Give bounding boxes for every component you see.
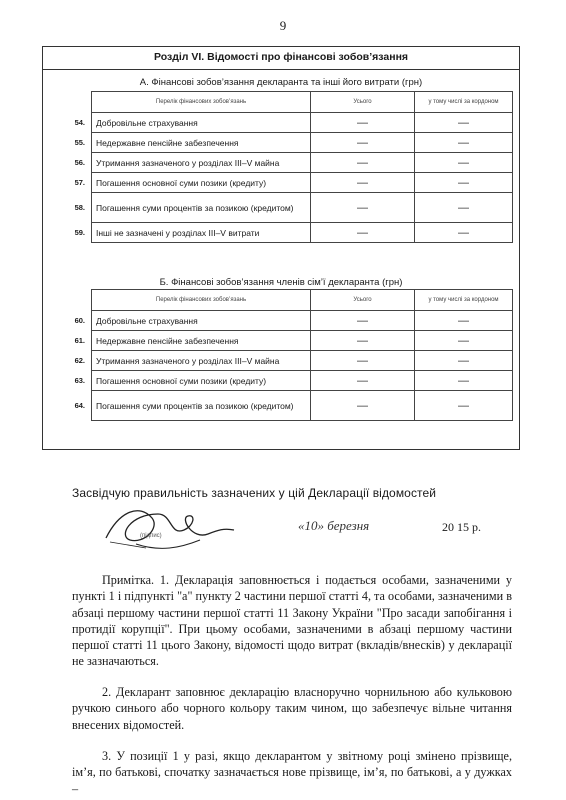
row-number: 64. — [74, 401, 85, 410]
row-total: — — [311, 113, 415, 133]
row-abroad: — — [415, 391, 513, 421]
row-label: Інші не зазначені у розділах III–V витрати — [92, 223, 311, 243]
note-2: 2. Декларант заповнює декларацію власноручно чорнильною або кульковою ручкою синього або чорного кольору таким чином, що забезпечує вільне читання внесених відомостей. — [72, 685, 512, 732]
row-abroad: — — [415, 113, 513, 133]
date-day-month: «10» березня — [298, 518, 370, 533]
row-abroad: — — [415, 173, 513, 193]
section-a-table — [63, 91, 513, 243]
header-abroad: у тому числі за кордоном — [415, 290, 513, 311]
header-obligations: Перелік фінансових зобов’язань — [92, 290, 311, 311]
row-number: 56. — [74, 158, 85, 167]
table-row — [63, 153, 513, 173]
row-number: 62. — [74, 356, 85, 365]
header-total: Усього — [311, 290, 415, 311]
table-row — [63, 371, 513, 391]
table-row — [63, 351, 513, 371]
row-total: — — [311, 223, 415, 243]
header-total: Усього — [311, 92, 415, 113]
row-number: 54. — [74, 118, 85, 127]
row-total: — — [311, 133, 415, 153]
row-abroad: — — [415, 153, 513, 173]
header-obligations: Перелік фінансових зобов’язань — [92, 92, 311, 113]
row-total: — — [311, 331, 415, 351]
row-number: 60. — [74, 316, 85, 325]
section-a-title: А. Фінансові зобов’язання декларанта та інші його витрати (грн) — [139, 77, 423, 88]
date-year: 20 15 р. — [442, 520, 481, 534]
certification-statement: Засвідчую правильність зазначених у цій Декларації відомостей — [72, 486, 437, 500]
row-number: 58. — [74, 203, 85, 212]
row-label: Утримання зазначеного у розділах III–V майна — [92, 351, 311, 371]
row-number: 55. — [74, 138, 85, 147]
note-1: Примітка. 1. Декларація заповнюється і подається особами, зазначеними у пункті 1 і підпункті "а" пункту 2 частини першої статті 4, та особами, зазначеними в абзаці першому частини першої статті 11 Закону України "Про засади запобігання і протидії корупції". При цьому особами, зазначеними в абзаці першому частини першої статті 11 цього Закону, відомості щодо витрат (вкладів/внесків) у декларації не зазначаються. — [72, 573, 512, 669]
row-label: Добровільне страхування — [92, 311, 311, 331]
row-abroad: — — [415, 223, 513, 243]
section-b-table — [63, 289, 513, 421]
row-total: — — [311, 391, 415, 421]
row-abroad: — — [415, 193, 513, 223]
table-row — [63, 193, 513, 223]
row-total: — — [311, 351, 415, 371]
row-total: — — [311, 371, 415, 391]
row-abroad: — — [415, 133, 513, 153]
table-header-row — [63, 92, 513, 113]
row-number: 59. — [74, 228, 85, 237]
page-number: 9 — [279, 18, 287, 33]
row-label: Погашення основної суми позики (кредиту) — [92, 173, 311, 193]
table-row — [63, 311, 513, 331]
row-number: 57. — [74, 178, 85, 187]
row-number: 63. — [74, 376, 85, 385]
table-row — [63, 113, 513, 133]
signature-label: (підпис) — [140, 533, 162, 539]
row-number: 61. — [74, 336, 85, 345]
row-abroad: — — [415, 351, 513, 371]
table-row — [63, 173, 513, 193]
row-label: Недержавне пенсійне забезпечення — [92, 133, 311, 153]
row-abroad: — — [415, 331, 513, 351]
header-abroad: у тому числі за кордоном — [415, 92, 513, 113]
row-label: Недержавне пенсійне забезпечення — [92, 331, 311, 351]
row-total: — — [311, 153, 415, 173]
table-row — [63, 391, 513, 421]
handwritten-signature — [100, 500, 240, 560]
row-abroad: — — [415, 311, 513, 331]
table-row — [63, 133, 513, 153]
table-header-row — [63, 290, 513, 311]
row-total: — — [311, 193, 415, 223]
section-b-title: Б. Фінансові зобов’язання членів сім’ї декларанта (грн) — [159, 277, 403, 288]
note-3: 3. У позиції 1 у разі, якщо декларантом у звітному році змінено прізвище, ім’я, по батькові, спочатку зазначається нове прізвище, ім’я, по батькові, а у дужках – — [72, 749, 512, 796]
row-label: Погашення суми процентів за позикою (кредитом) — [92, 391, 311, 421]
row-label: Утримання зазначеного у розділах III–V майна — [92, 153, 311, 173]
section-title: Розділ VI. Відомості про фінансові зобов’язання — [43, 47, 519, 70]
row-label: Погашення суми процентів за позикою (кредитом) — [92, 193, 311, 223]
table-row — [63, 331, 513, 351]
row-total: — — [311, 173, 415, 193]
row-label: Добровільне страхування — [92, 113, 311, 133]
row-total: — — [311, 311, 415, 331]
table-row — [63, 223, 513, 243]
row-abroad: — — [415, 371, 513, 391]
row-label: Погашення основної суми позики (кредиту) — [92, 371, 311, 391]
section-vi-frame — [42, 46, 520, 450]
